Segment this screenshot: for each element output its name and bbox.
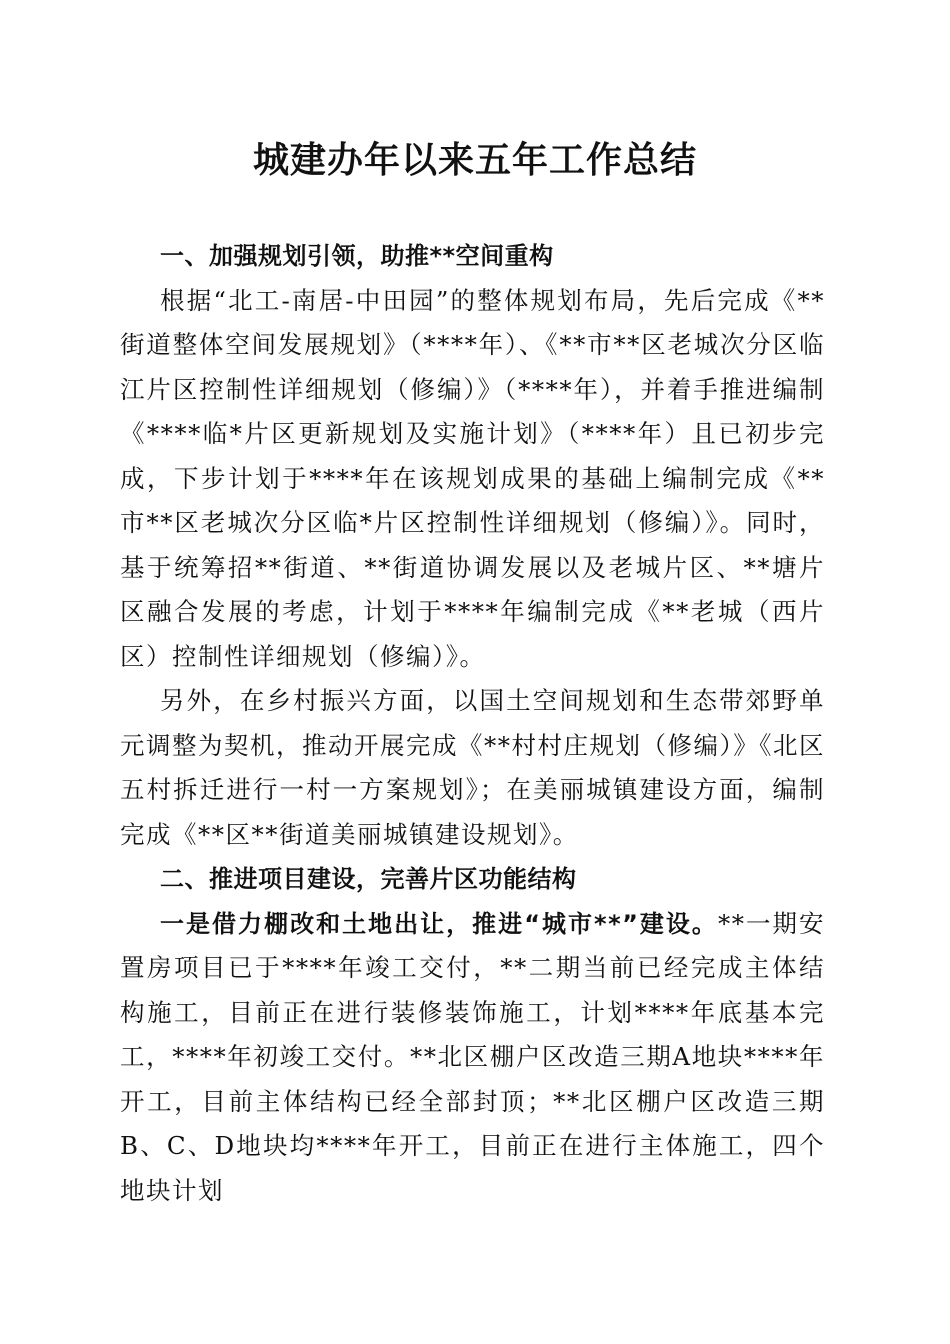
- document-body: [120, 234, 825, 1213]
- section-heading-1: 一、加强规划引领，助推**空间重构: [160, 242, 554, 270]
- section-1-paragraph-2: 另外，在乡村振兴方面，以国土空间规划和生态带郊野单元调整为契机，推动开展完成《**村村庄规划（修编）》《北区五村拆迁进行一村一方案规划》；在美丽城镇建设方面，编制完成《**区**街道美丽城镇建设规划》。: [120, 686, 825, 849]
- section-2-paragraph-1: [120, 902, 825, 1214]
- section-heading-2: 二、推进项目建设，完善片区功能结构: [160, 865, 577, 893]
- document-title: 城建办年以来五年工作总结: [252, 139, 697, 181]
- section-2-paragraph-text: **一期安置房项目已于****年竣工交付，**二期当前已经完成主体结构施工，目前正在进行装修装饰施工，计划****年底基本完工，****年初竣工交付。**北区棚户区改造三期A地块****年开工，目前主体结构已经全部封顶；**北区棚户区改造三期B、C、D地块均****年开工，目前正在进行主体施工，四个地块计划: [120, 908, 825, 1205]
- section-2-lead: 一是借力棚改和土地出让，推进“城市**”建设。: [160, 909, 718, 938]
- section-1-paragraph-1: 根据“北工-南居-中田园”的整体规划布局，先后完成《**街道整体空间发展规划》（****年）、《**市**区老城次分区临江片区控制性详细规划（修编）》（****年），并着手推进编制《****临*片区更新规划及实施计划》（****年）且已初步完成，下步计划于****年在该规划成果的基础上编制完成《**市**区老城次分区临*片区控制性详细规划（修编）》。同时，基于统筹招**街道、**街道协调发展以及老城片区、**塘片区融合发展的考虑，计划于****年编制完成《**老城（西片区）控制性详细规划（修编）》。: [120, 285, 825, 671]
